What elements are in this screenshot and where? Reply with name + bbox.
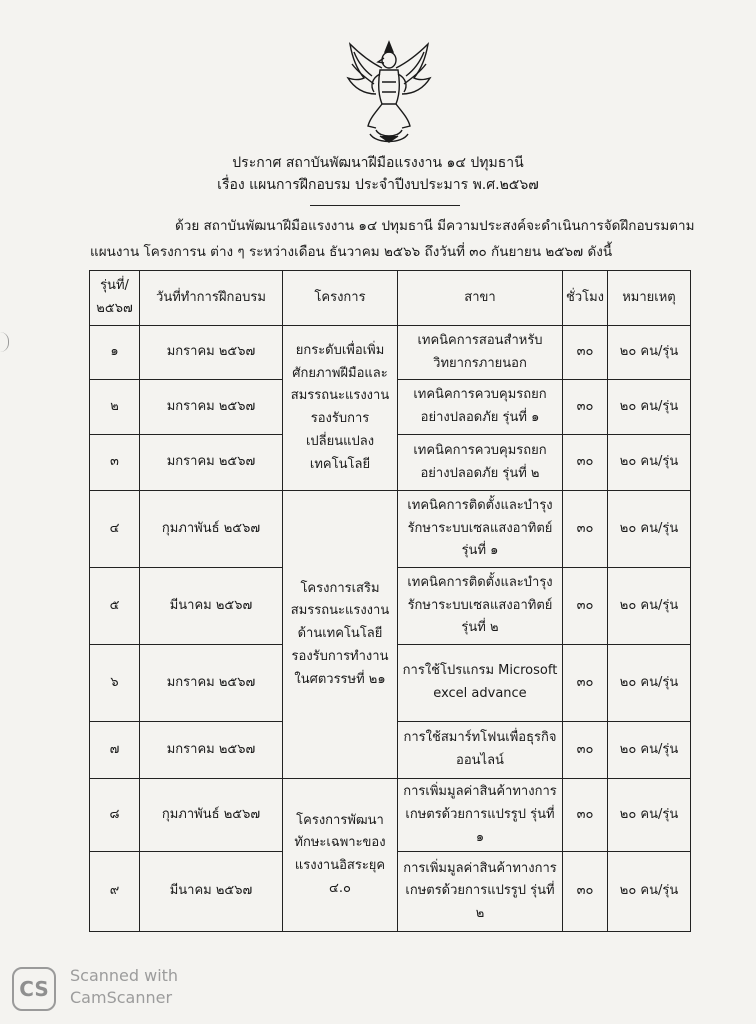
cell-note: ๒๐ คน/รุ่น	[608, 568, 691, 645]
cell-note: ๒๐ คน/รุ่น	[608, 852, 691, 932]
table-row	[90, 491, 691, 568]
cell-no: ๘	[90, 779, 140, 852]
cell-note: ๒๐ คน/รุ่น	[608, 491, 691, 568]
page-edge-mark	[0, 332, 9, 352]
header-hours: ชั่วโมง	[563, 271, 608, 326]
cell-date: มกราคม ๒๕๖๗	[140, 722, 283, 779]
cell-hours: ๓๐	[563, 645, 608, 722]
cell-project: ยกระดับเพื่อเพิ่มศักยภาพฝีมือและสมรรถนะแรงงานรองรับการเปลี่ยนแปลงเทคโนโลยี	[283, 326, 398, 491]
cell-branch: การเพิ่มมูลค่าสินค้าทางการเกษตรด้วยการแปรรูป รุ่นที่ ๒	[398, 852, 563, 932]
header-branch: สาขา	[398, 271, 563, 326]
cell-hours: ๓๐	[563, 852, 608, 932]
cell-hours: ๓๐	[563, 380, 608, 435]
cell-branch: เทคนิคการควบคุมรถยกอย่างปลอดภัย รุ่นที่ ๒	[398, 435, 563, 491]
header-round-line2: ๒๕๖๗	[96, 301, 133, 316]
intro-line-2: แผนงาน โครงการน ต่าง ๆ ระหว่างเดือน ธันวาคม ๒๕๖๖ ถึงวันที่ ๓๐ กันยายน ๒๕๖๗ ดังนี้	[90, 244, 613, 260]
header-round	[90, 271, 140, 326]
cell-no: ๙	[90, 852, 140, 932]
header-round-line1: รุ่นที่/	[100, 278, 129, 294]
cell-date: กุมภาพันธ์ ๒๕๖๗	[140, 491, 283, 568]
cell-hours: ๓๐	[563, 491, 608, 568]
cell-note: ๒๐ คน/รุ่น	[608, 435, 691, 491]
cell-branch: การเพิ่มมูลค่าสินค้าทางการเกษตรด้วยการแปรรูป รุ่นที่ ๑	[398, 779, 563, 852]
cell-project: โครงการพัฒนาทักษะเฉพาะของแรงงานอิสระยุค ๔.๐	[283, 779, 398, 932]
cell-branch: เทคนิคการติดตั้งและบำรุงรักษาระบบเซลแสงอาทิตย์ รุ่นที่ ๑	[398, 491, 563, 568]
watermark-line-1: Scanned with	[70, 966, 179, 985]
cell-hours: ๓๐	[563, 722, 608, 779]
cell-date: มกราคม ๒๕๖๗	[140, 380, 283, 435]
header-project: โครงการ	[283, 271, 398, 326]
cell-branch: การใช้สมาร์ทโฟนเพื่อธุรกิจออนไลน์	[398, 722, 563, 779]
announcement-title: ประกาศ สถาบันพัฒนาฝีมือแรงงาน ๑๔ ปทุมธานี	[232, 155, 524, 171]
garuda-emblem-icon	[340, 38, 438, 146]
cell-date: มีนาคม ๒๕๖๗	[140, 568, 283, 645]
cell-note: ๒๐ คน/รุ่น	[608, 722, 691, 779]
cell-date: มีนาคม ๒๕๖๗	[140, 852, 283, 932]
cell-no: ๑	[90, 326, 140, 380]
cell-branch: เทคนิคการควบคุมรถยกอย่างปลอดภัย รุ่นที่ ๑	[398, 380, 563, 435]
cell-date: กุมภาพันธ์ ๒๕๖๗	[140, 779, 283, 852]
cell-note: ๒๐ คน/รุ่น	[608, 326, 691, 380]
cell-note: ๒๐ คน/รุ่น	[608, 779, 691, 852]
header-date: วันที่ทำการฝึกอบรม	[140, 271, 283, 326]
cell-hours: ๓๐	[563, 779, 608, 852]
camscanner-watermark	[12, 965, 212, 1013]
cell-branch: เทคนิคการติดตั้งและบำรุงรักษาระบบเซลแสงอาทิตย์ รุ่นที่ ๒	[398, 568, 563, 645]
training-plan-table	[89, 270, 691, 932]
cell-no: ๓	[90, 435, 140, 491]
cell-note: ๒๐ คน/รุ่น	[608, 380, 691, 435]
cell-branch: การใช้โปรแกรม Microsoft excel advance	[398, 645, 563, 722]
cell-note: ๒๐ คน/รุ่น	[608, 645, 691, 722]
cell-date: มกราคม ๒๕๖๗	[140, 326, 283, 380]
announcement-subject: เรื่อง แผนการฝึกอบรม ประจำปีงบประมาร พ.ศ.๒๕๖๗	[217, 177, 539, 193]
cell-branch: เทคนิคการสอนสำหรับวิทยากรภายนอก	[398, 326, 563, 380]
divider	[310, 205, 460, 206]
watermark-line-2: CamScanner	[70, 988, 173, 1007]
cell-date: มกราคม ๒๕๖๗	[140, 645, 283, 722]
camscanner-logo-icon: CS	[12, 967, 56, 1011]
cell-no: ๖	[90, 645, 140, 722]
cell-no: ๔	[90, 491, 140, 568]
cell-project: โครงการเสริมสมรรถนะแรงงานด้านเทคโนโลยีรองรับการทำงานในศตวรรษที่ ๒๑	[283, 491, 398, 779]
cell-no: ๒	[90, 380, 140, 435]
intro-line-1: ด้วย สถาบันพัฒนาฝีมือแรงงาน ๑๔ ปทุมธานี มีความประสงค์จะดำเนินการจัดฝึกอบรมตาม	[175, 218, 695, 234]
cell-date: มกราคม ๒๕๖๗	[140, 435, 283, 491]
cell-hours: ๓๐	[563, 326, 608, 380]
table-header-row	[90, 271, 691, 326]
cell-hours: ๓๐	[563, 568, 608, 645]
cell-no: ๕	[90, 568, 140, 645]
cell-no: ๗	[90, 722, 140, 779]
table-row	[90, 779, 691, 852]
table-row	[90, 326, 691, 380]
watermark-text	[70, 965, 178, 1009]
header-note: หมายเหตุ	[608, 271, 691, 326]
cell-hours: ๓๐	[563, 435, 608, 491]
